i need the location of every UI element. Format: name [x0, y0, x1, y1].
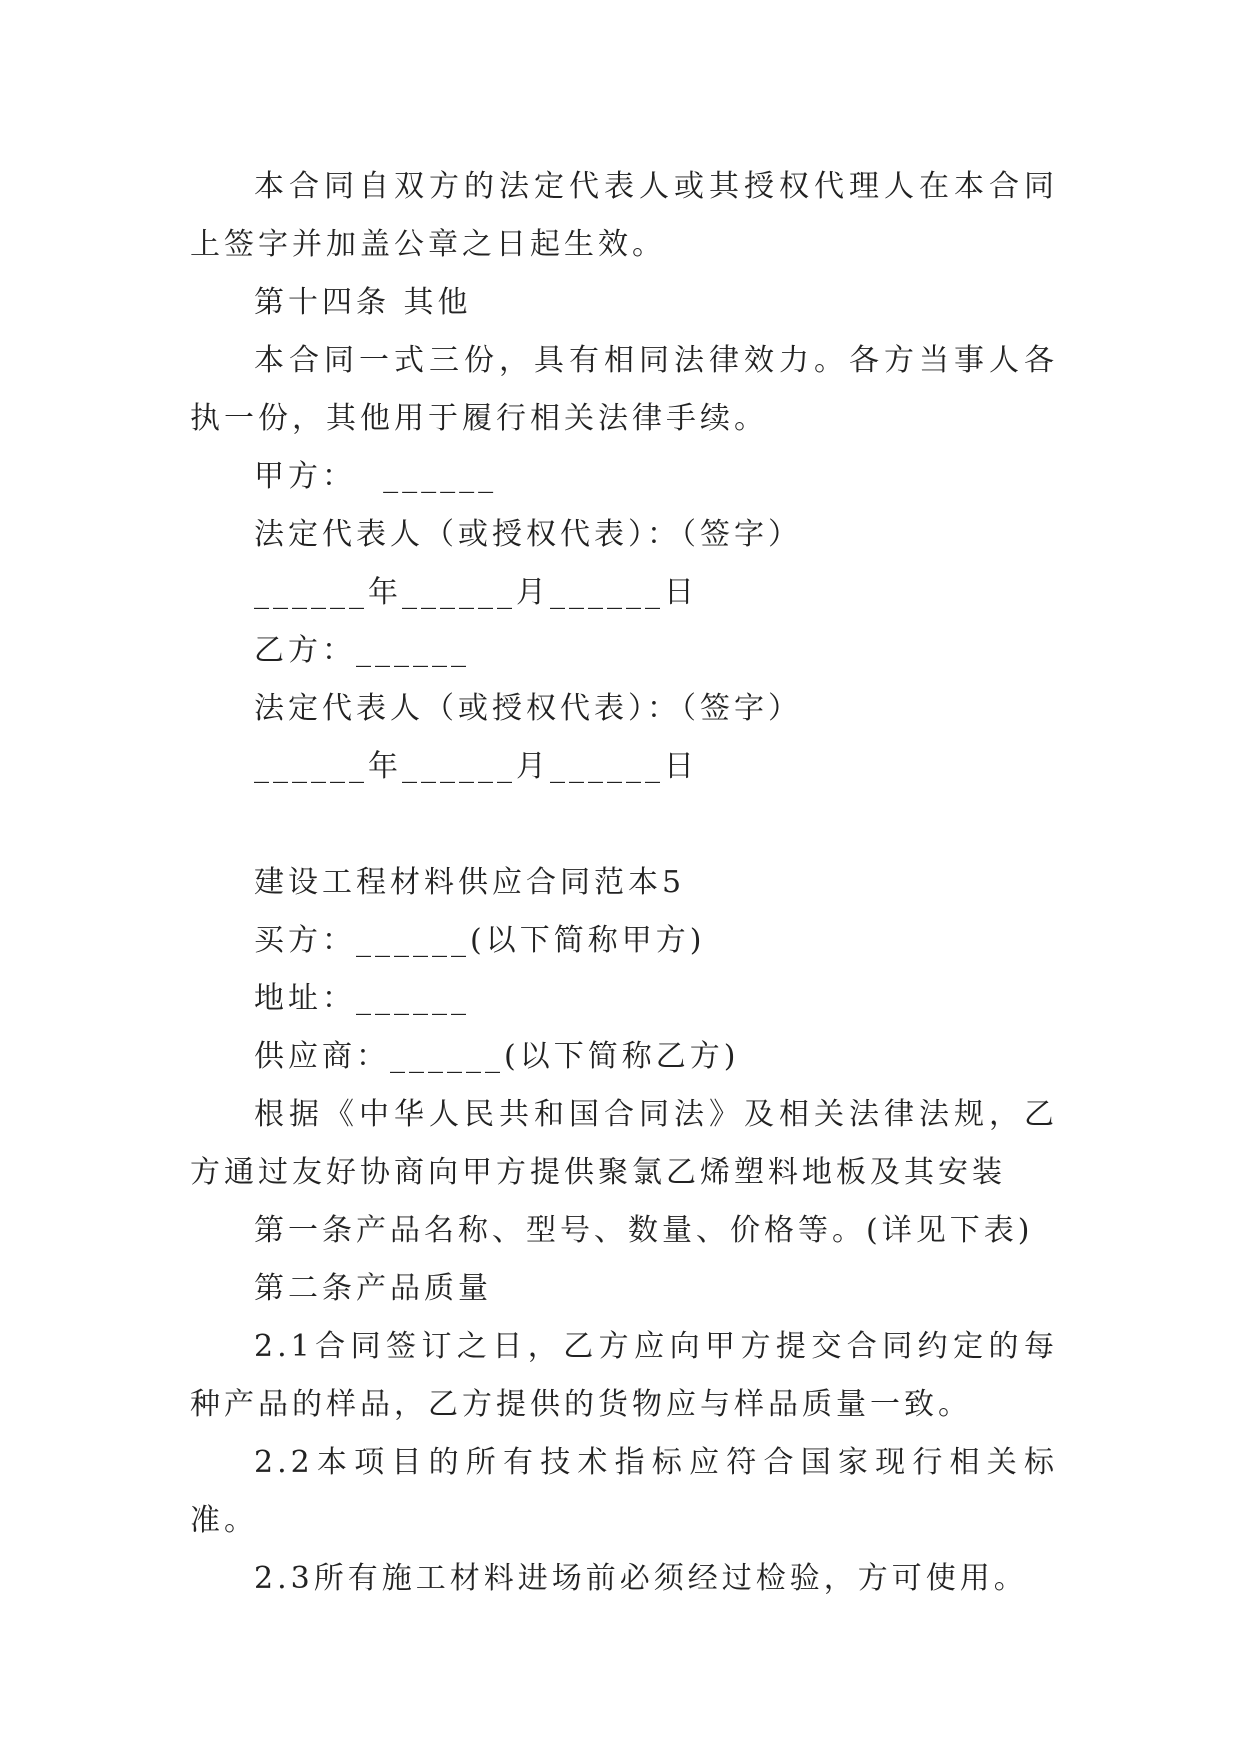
party-b-date-line: ______年______月______日	[254, 749, 698, 784]
party-a-representative-line: 法定代表人（或授权代表）：（签字）	[254, 517, 802, 552]
article-14-heading: 第十四条 其他	[254, 285, 472, 320]
address-line: 地址：______	[254, 981, 470, 1016]
clause-2-2: 2.2本项目的所有技术指标应符合国家现行相关标准。	[190, 1445, 1058, 1538]
party-a-date-line: ______年______月______日	[254, 575, 698, 610]
party-b-line: 乙方：______	[254, 633, 470, 668]
party-b-representative-line: 法定代表人（或授权代表）：（签字）	[254, 691, 802, 726]
article-1-line: 第一条产品名称、型号、数量、价格等。(详见下表)	[254, 1213, 1034, 1248]
clause-2-3: 2.3所有施工材料进场前必须经过检验，方可使用。	[254, 1561, 1028, 1596]
clause-2-1: 2.1合同签订之日，乙方应向甲方提交合同约定的每种产品的样品，乙方提供的货物应与样品质量一致。	[190, 1329, 1058, 1422]
paragraph-effective-clause: 本合同自双方的法定代表人或其授权代理人在本合同上签字并加盖公章之日起生效。	[190, 169, 1058, 262]
paragraph-legal-basis: 根据《中华人民共和国合同法》及相关法律法规，乙方通过友好协商向甲方提供聚氯乙烯塑料地板及其安装	[190, 1097, 1058, 1190]
contract-title: 建设工程材料供应合同范本5	[254, 865, 686, 900]
paragraph-copies-clause: 本合同一式三份，具有相同法律效力。各方当事人各执一份，其他用于履行相关法律手续。	[190, 343, 1058, 436]
article-2-heading: 第二条产品质量	[254, 1271, 492, 1306]
buyer-line: 买方：______(以下简称甲方)	[254, 923, 706, 958]
document-body	[190, 158, 1058, 1608]
supplier-line: 供应商：______(以下简称乙方)	[254, 1039, 740, 1074]
party-a-line: 甲方： ______	[254, 459, 498, 494]
